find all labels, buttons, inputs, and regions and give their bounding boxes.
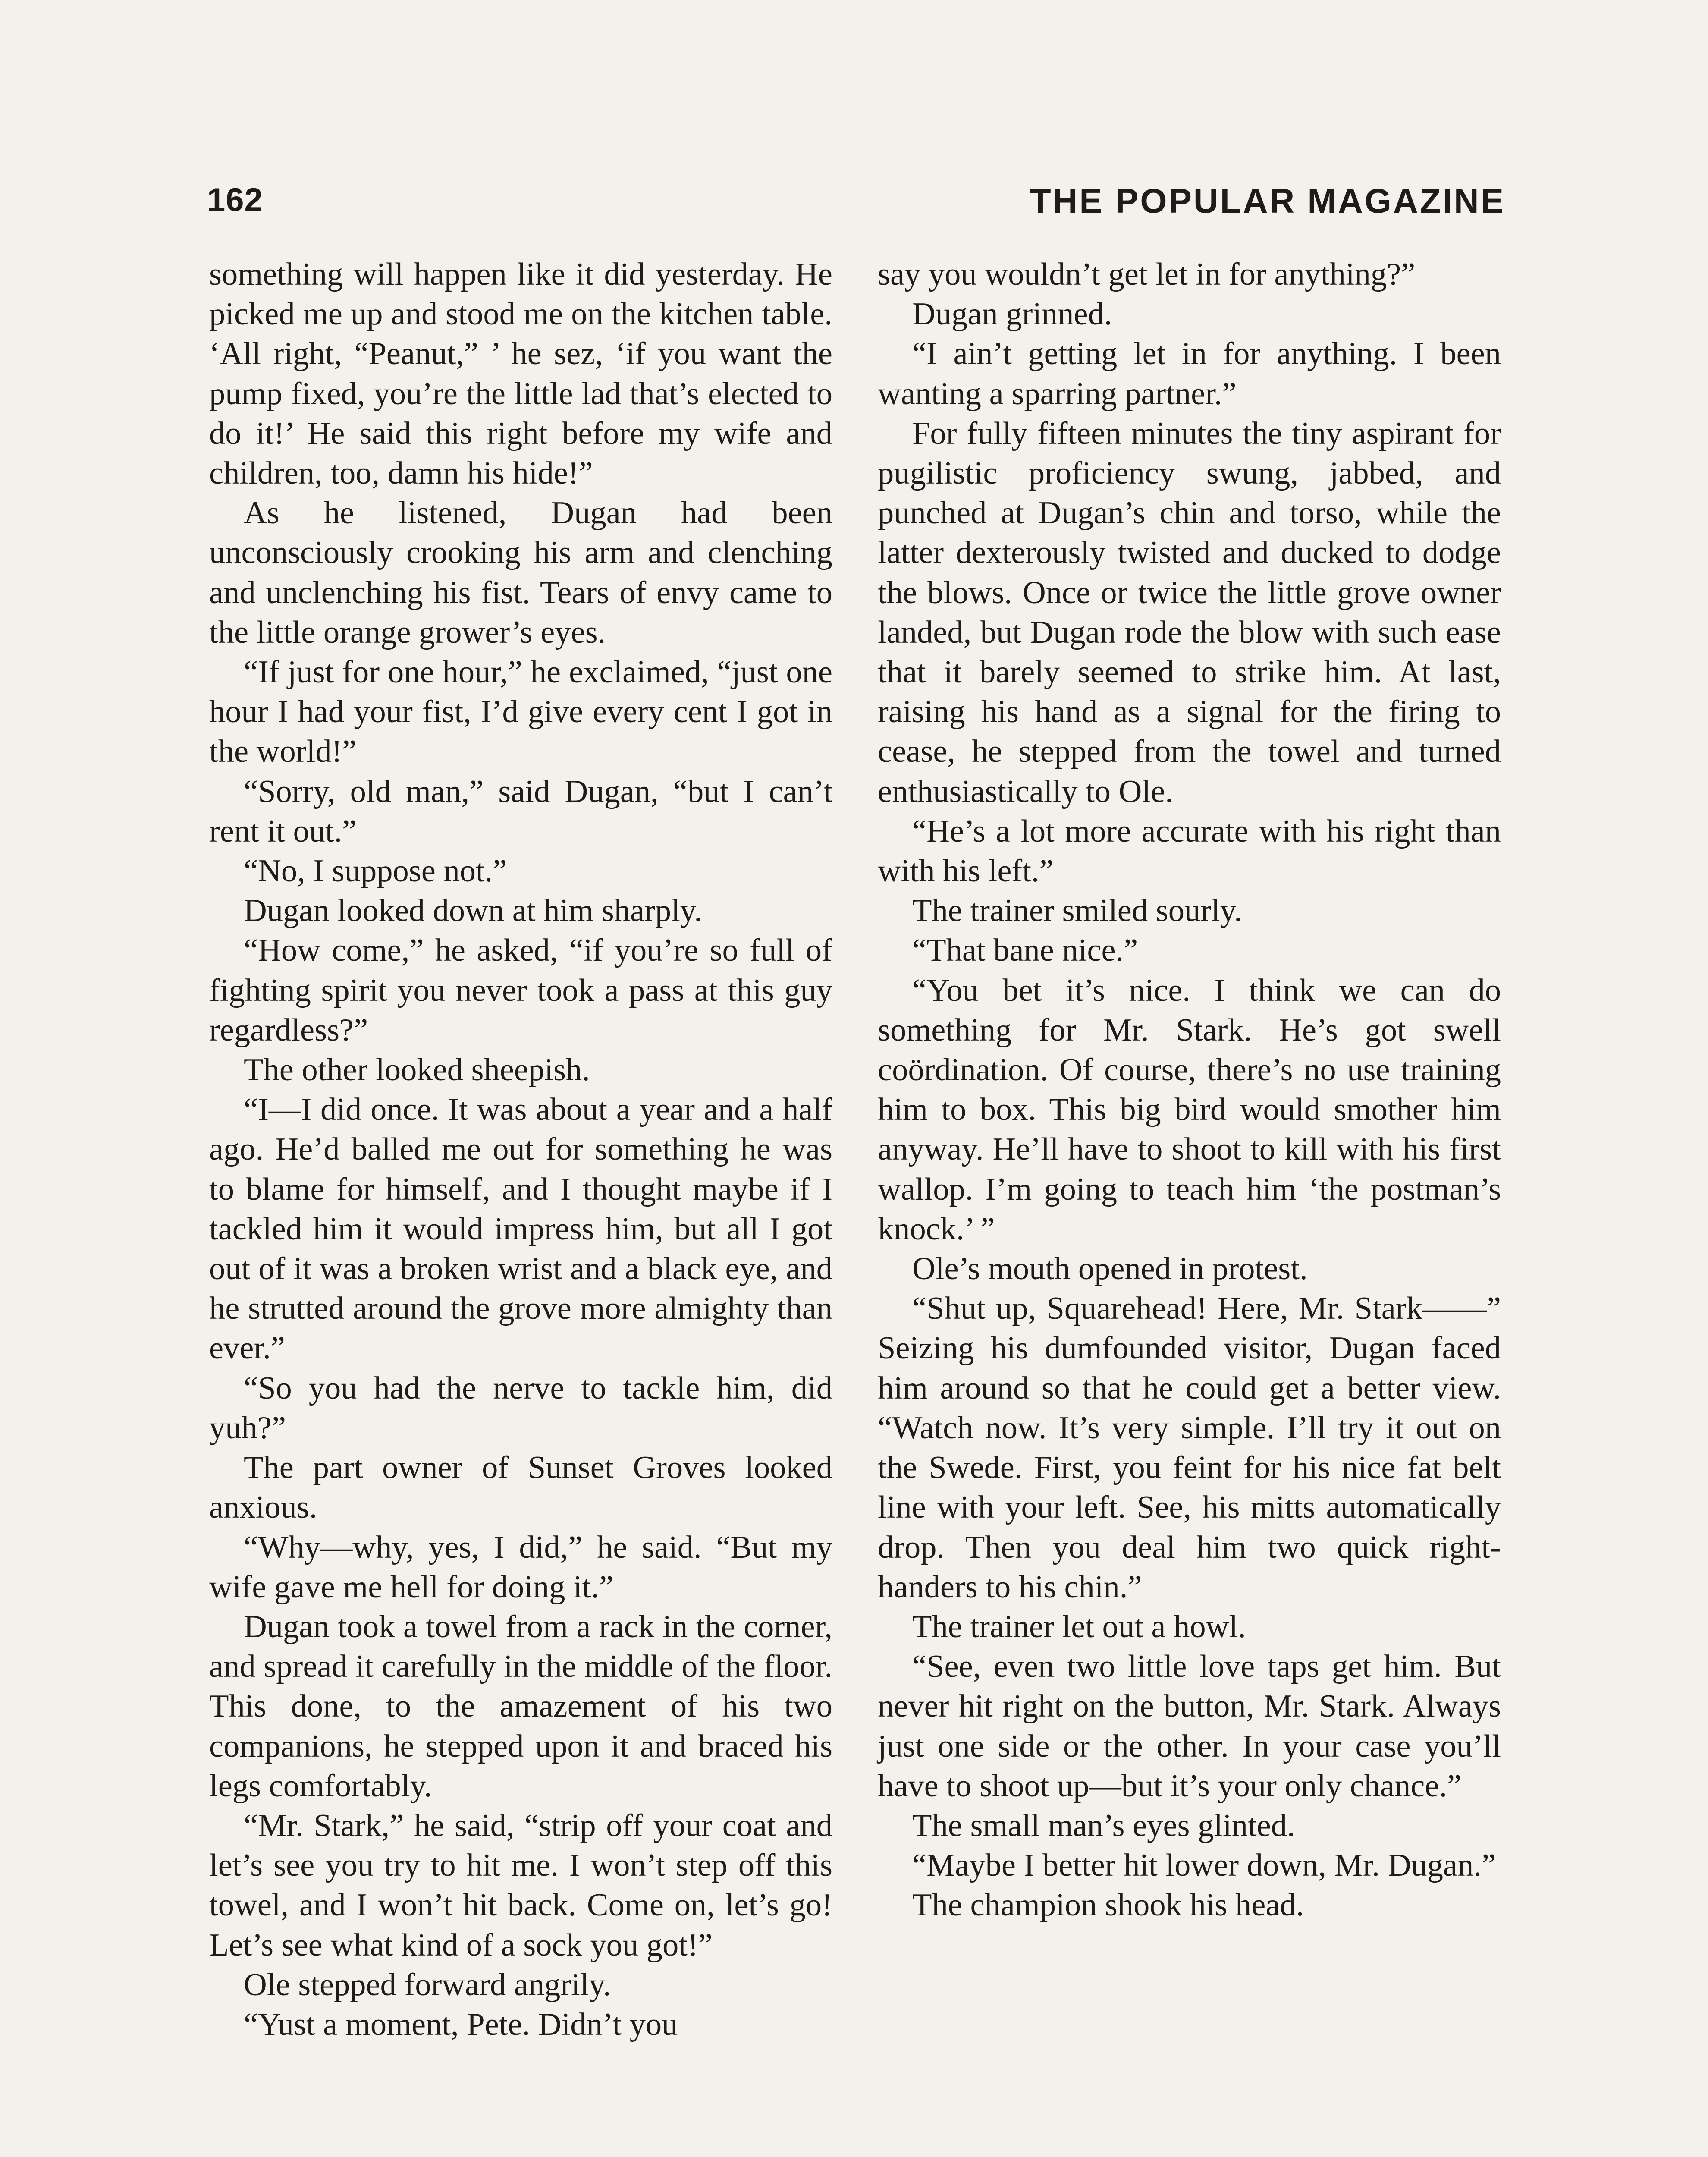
page-header xyxy=(207,181,1505,233)
paragraph: say you wouldn’t get let in for anything?” xyxy=(878,257,1416,292)
paragraph: The other looked sheepish. xyxy=(244,1052,590,1088)
paragraph: “Why—why, yes, I did,” he said. “But my wife gave me hell for doing it.” xyxy=(209,1529,832,1605)
paragraph: The part owner of Sunset Groves looked anxious. xyxy=(209,1450,832,1525)
paragraph: “Maybe I better hit lower down, Mr. Dugan.” xyxy=(912,1848,1496,1883)
paragraph: The trainer smiled sourly. xyxy=(912,893,1242,929)
paragraph: “If just for one hour,” he exclaimed, “just one hour I had your fist, I’d give every cent I got in the world!” xyxy=(209,654,832,770)
paragraph: “I ain’t getting let in for anything. I been wanting a sparring partner.” xyxy=(878,336,1501,412)
paragraph: For fully fifteen minutes the tiny aspirant for pugilistic proficiency swung, jabbed, and punched at Dugan’s chin and torso, while the latter dexterously twisted and ducked to dodge the blows. Once or twice the little grove owner landed, but Dugan rode the blow with such ease that it barely seemed to strike him. At last, raising his hand as a signal for the firing to cease, he stepped from the towel and turned enthusiastically to Ole. xyxy=(878,415,1501,809)
paragraph: “So you had the nerve to tackle him, did yuh?” xyxy=(209,1370,832,1446)
paragraph: Dugan took a towel from a rack in the corner, and spread it carefully in the middle of the floor. This done, to the amazement of his two companions, he stepped upon it and braced his legs comfortably. xyxy=(209,1609,832,1804)
paragraph: “No, I suppose not.” xyxy=(244,853,507,889)
paragraph: Ole’s mouth opened in protest. xyxy=(912,1251,1308,1287)
paragraph: As he listened, Dugan had been unconsciously crooking his arm and clenching and unclenching his fist. Tears of envy came to the little orange grower’s eyes. xyxy=(209,495,832,650)
paragraph: “Mr. Stark,” he said, “strip off your coat and let’s see you try to hit me. I won’t step off this towel, and I won’t hit back. Come on, let’s go! Let’s see what kind of a sock you got!” xyxy=(209,1808,832,1963)
paragraph: something will happen like it did yesterday. He picked me up and stood me on the kitchen table. ‘All right, “Peanut,” ’ he sez, ‘if you want the pump fixed, you’re the little lad that’s elected to do it!’ He said this right before my wife and children, too, damn his hide!” xyxy=(209,257,832,491)
running-title: THE POPULAR MAGAZINE xyxy=(1030,182,1505,220)
paragraph: “He’s a lot more accurate with his right than with his left.” xyxy=(878,813,1501,889)
paragraph: “I—I did once. It was about a year and a half ago. He’d balled me out for something he was to blame for himself, and I thought maybe if I tackled him it would impress him, but all I got out of it was a broken wrist and a black eye, and he strutted around the grove more almighty than ever.” xyxy=(209,1092,832,1366)
paragraph: Ole stepped forward angrily. xyxy=(244,1967,611,2003)
paragraph: Dugan grinned. xyxy=(912,296,1112,332)
right-column xyxy=(878,255,1501,1925)
paragraph: “See, even two little love taps get him. But never hit right on the button, Mr. Stark. Always just one side or the other. In your case you’ll have to shoot up—but it’s your only chance.” xyxy=(878,1649,1501,1804)
paragraph: “Shut up, Squarehead! Here, Mr. Stark——” Seizing his dumfounded visitor, Dugan faced him around so that he could get a better view. “Watch now. It’s very simple. I’ll try it out on the Swede. First, you feint for his nice fat belt line with your left. See, his mitts automatically drop. Then you deal him two quick right-handers to his chin.” xyxy=(878,1291,1501,1605)
paragraph: “How come,” he asked, “if you’re so full of fighting spirit you never took a pass at this guy regardless?” xyxy=(209,933,832,1048)
paragraph: “Yust a moment, Pete. Didn’t you xyxy=(244,2006,678,2042)
paragraph: Dugan looked down at him sharply. xyxy=(244,893,702,929)
paragraph: “That bane nice.” xyxy=(912,933,1138,968)
paragraph: The trainer let out a howl. xyxy=(912,1609,1246,1644)
paragraph: “Sorry, old man,” said Dugan, “but I can’t rent it out.” xyxy=(209,774,832,849)
page-number: 162 xyxy=(207,182,263,218)
left-column xyxy=(209,255,832,2044)
paragraph: The small man’s eyes glinted. xyxy=(912,1808,1295,1843)
paragraph: The champion shook his head. xyxy=(912,1887,1304,1923)
paragraph: “You bet it’s nice. I think we can do something for Mr. Stark. He’s got swell coördination. Of course, there’s no use training him to box. This big bird would smother him anyway. He’ll have to shoot to kill with his first wallop. I’m going to teach him ‘the postman’s knock.’ ” xyxy=(878,972,1501,1247)
